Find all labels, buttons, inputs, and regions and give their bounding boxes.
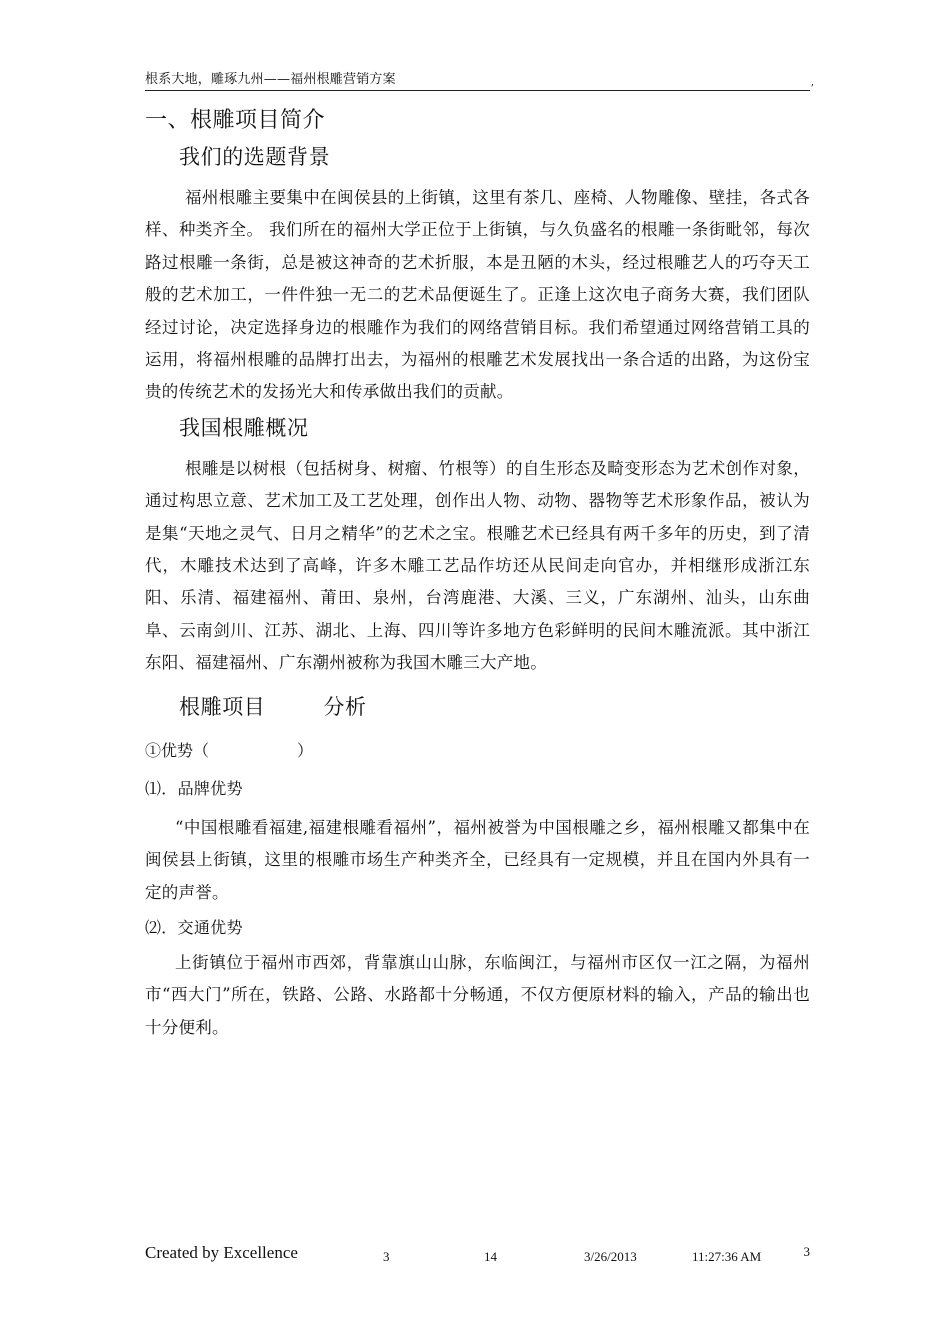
page-footer [145, 1242, 810, 1270]
footer-page-number: 3 [803, 1244, 810, 1259]
analysis-title-right: 分析 [323, 694, 367, 719]
page-content [145, 104, 810, 1044]
advantage-heading [145, 736, 810, 766]
footer-field-1: 3 [383, 1249, 390, 1264]
traffic-advantage-label: ⑵．交通优势 [145, 917, 243, 937]
advantage-label-right: ） [297, 740, 314, 760]
advantage-label-left: ①优势（ [145, 740, 210, 760]
section-title: 一、根雕项目简介 [145, 108, 326, 133]
brand-advantage-paragraph: “中国根雕看福建,福建根雕看福州”，福州被誉为中国根雕之乡，福州根雕又都集中在闽侯县上街镇，这里的根雕市场生产种类齐全，已经具有一定规模，并且在国内外具有一定的声誉。 [145, 817, 810, 902]
footer-date: 3/26/2013 [584, 1249, 637, 1264]
brand-advantage-label: ⑴．品牌优势 [145, 778, 243, 798]
analysis-title-left: 根雕项目 [179, 694, 266, 719]
header-mark: , [810, 77, 814, 88]
header-title: 根系大地，雕琢九州——福州根雕营销方案 [145, 72, 396, 87]
footer-created-by: Created by Excellence [145, 1243, 298, 1262]
footer-field-2: 14 [484, 1249, 497, 1264]
subsection-title-background: 我们的选题背景 [179, 145, 331, 169]
paragraph-background: 福州根雕主要集中在闽侯县的上街镇，这里有茶几、座椅、人物雕像、壁挂，各式各样、种类齐全。 我们所在的福州大学正位于上街镇，与久负盛名的根雕一条街毗邻，每次路过根雕一条街，总是被这神奇的艺术折服，本是丑陋的木头，经过根雕艺人的巧夺天工般的艺术加工，一件件独一无二的艺术品便诞生了。正逢上这次电子商务大赛，我们团队经过讨论，决定选择身边的根雕作为我们的网络营销目标。我们希望通过网络营销工具的运用，将福州根雕的品牌打出去，为福州的根雕艺术发展找出一条合适的出路，为这份宝贵的传统艺术的发扬光大和传承做出我们的贡献。 [145, 188, 810, 402]
traffic-advantage-paragraph: 上街镇位于福州市西郊，背靠旗山山脉，东临闽江，与福州市区仅一江之隔，为福州市“西大门”所在，铁路、公路、水路都十分畅通，不仅方便原材料的输入，产品的输出也十分便利。 [145, 952, 810, 1037]
paragraph-overview: 根雕是以树根（包括树身、树瘤、竹根等）的自生形态及畸变形态为艺术创作对象，通过构思立意、艺术加工及工艺处理，创作出人物、动物、器物等艺术形象作品，被认为是集“天地之灵气、日月之精华”的艺术之宝。根雕艺术已经具有两千多年的历史，到了清代，木雕技术达到了高峰，许多木雕工艺品作坊还从民间走向官办，并相继形成浙江东阳、乐清、福建福州、莆田、泉州，台湾鹿港、大溪、三义，广东湖州、汕头，山东曲阜、云南剑川、江苏、湖北、上海、四川等许多地方色彩鲜明的民间木雕流派。其中浙江东阳、福建福州、广东潮州被称为我国木雕三大产地。 [145, 458, 810, 673]
subsection-title-overview: 我国根雕概况 [179, 415, 309, 440]
footer-time: 11:27:36 AM [692, 1249, 762, 1264]
page-header [145, 70, 814, 91]
subsection-title-analysis [145, 690, 810, 724]
